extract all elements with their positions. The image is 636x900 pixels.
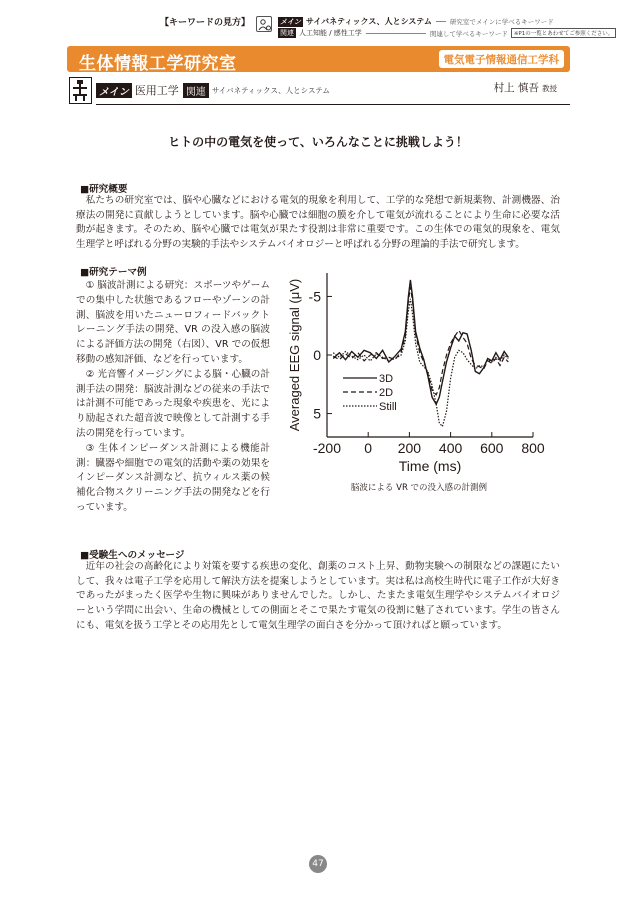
x-tick-label: 800 xyxy=(521,440,545,456)
legend-note: ※P1の一覧とあわせてご参照ください。 xyxy=(511,28,616,38)
legend-related-tag: 関連 xyxy=(280,29,294,37)
lab-banner xyxy=(67,46,570,72)
x-tick-label: -200 xyxy=(312,440,342,456)
x-tick-label: 400 xyxy=(438,440,463,456)
keyword-row xyxy=(96,82,330,98)
message-text: 近年の社会の高齢化により対策を要する疾患の変化、創薬のコスト上昇、動物実験への制限などの課題にたいして、我々は電子工学を応用して解決方法を提案しようとしています。実は私は高校生時代に電子工作が大好きであったがまったく医学や生物に興味がありませんでした。しかし、たまたま電気生理学やシステムバイオロジーという学問に出会い、生命の機械としての側面とそこで果たす電気の役割に魅了されています。学生の皆さんにも、電気を扱う工学とその応用先として電気生理学の面白さを分かって頂ければと願っています。 xyxy=(76,561,560,631)
series-line-3d xyxy=(333,280,508,404)
related-keywords: サイバネティックス、人とシステム xyxy=(211,85,330,95)
keyword-legend-icon xyxy=(256,16,272,32)
y-tick-label: -5 xyxy=(308,288,321,305)
keyword-legend xyxy=(160,13,620,45)
themes-heading: ■研究テーマ例 xyxy=(80,267,147,278)
related-tag: 関連 xyxy=(183,83,209,98)
legend-related-keywords: 人工知能 / 感性工学 xyxy=(299,29,362,37)
department-badge: 電気電子情報通信工学科 xyxy=(439,50,565,68)
legend-main-keywords: サイバネティックス、人とシステム xyxy=(305,17,432,26)
page-number: 47 xyxy=(309,855,327,873)
y-tick-label: 0 xyxy=(313,347,321,363)
legend-related-desc: 関連して学べるキーワード xyxy=(429,29,508,38)
x-tick-label: 200 xyxy=(397,440,422,456)
legend-main-tag: メイン xyxy=(280,17,301,26)
professor xyxy=(494,80,557,95)
legend-label: 3D xyxy=(379,373,394,385)
overview-heading: ■研究概要 xyxy=(80,184,128,195)
legend-main-desc: 研究室でメインに学べるキーワード xyxy=(449,18,554,26)
themes-list xyxy=(76,279,270,516)
theme-item: ① 脳波計測による研究：スポーツやゲームでの集中した状態であるフローやゾーンの計測、脳波を用いたニューロフィードバックトレーニング手法の開発、VR の没入感の脳波による評価方法の開発（右図）、VR での仮想移動の感知評価、などを行っています。 xyxy=(76,280,270,365)
message-heading: ■受験生へのメッセージ xyxy=(80,550,185,561)
x-tick-label: 600 xyxy=(480,440,504,456)
y-tick-label: 5 xyxy=(313,405,321,422)
series-line-still xyxy=(333,299,508,427)
legend-title: 【キーワードの見方】 xyxy=(160,18,251,28)
professor-rank: 教授 xyxy=(542,84,557,93)
lab-name: 生体情報工学研究室 xyxy=(79,54,237,74)
theme-item: ② 光音響イメージングによる脳・心臓の計測手法の開発：脳波計測などの従来の手法では計測不可能であった現象や疾患を、光により励起された超音波で映像として計測する手法の開発を行っています。 xyxy=(76,368,270,439)
legend-label: 2D xyxy=(379,387,394,399)
legend-label: Still xyxy=(379,401,397,413)
main-tag: メイン xyxy=(96,83,132,98)
overview-text: 私たちの研究室では、脳や心臓などにおける電気的現象を利用して、工学的な発想で新規薬物、計測機器、治療法の開発に貢献しようとしています。脳や心臓では細胞の膜を介して電気が流れることにより生命に必要な活動が起きます。そのため、脳や心臓では電気が果たす役割は非常に重要です。この生体での電気的現象を、電気生理学と呼ばれる分野の実験的手法やシステムバイオロジーと呼ばれる分野の理論的手法で研究します。 xyxy=(76,195,560,251)
x-axis-label: Time (ms) xyxy=(398,458,462,474)
figure-caption: 脳波による VR での没入感の計測例 xyxy=(350,483,488,493)
header-divider xyxy=(96,104,570,105)
y-axis-label: Averaged EEG signal (μV) xyxy=(287,278,302,432)
eeg-chart-svg xyxy=(283,265,555,480)
professor-name: 村上 慎吾 xyxy=(493,82,539,94)
x-tick-label: 0 xyxy=(364,440,373,456)
theme-item: ③ 生体インピーダンス計測による機能計測：臓器や細胞での電気的活動や薬の効果をインピーダンス計測など、抗ウィルス薬の候補化合物スクリーニング手法の開発などを行っています。 xyxy=(76,442,270,513)
catchphrase: ヒトの中の電気を使って、いろんなことに挑戦しよう！ xyxy=(168,135,468,149)
main-keyword: 医用工学 xyxy=(134,84,179,97)
person-icon xyxy=(69,77,92,104)
eeg-chart xyxy=(283,265,555,505)
